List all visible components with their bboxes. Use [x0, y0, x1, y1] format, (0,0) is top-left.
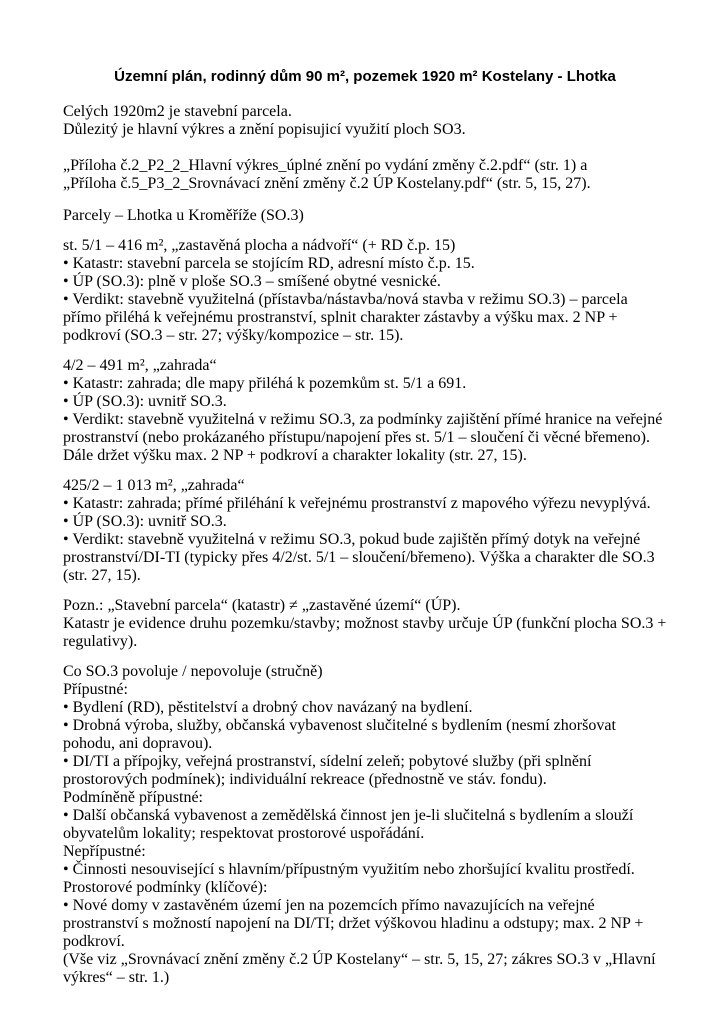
- text-line: Parcely – Lhotka u Kroměříže (SO.3): [63, 207, 304, 224]
- text-line: st. 5/1 – 416 m², „zastavěná plocha a nádvoří“ (+ RD č.p. 15): [63, 237, 456, 254]
- so3-rules: [63, 663, 667, 987]
- parcel-st-5-1: [63, 237, 667, 345]
- text-line: Nepřípustné:: [63, 843, 146, 860]
- text-line: • Verdikt: stavebně využitelná v režimu SO.3, pokud bude zajištěn přímý dotyk na veřejné prostranství/DI-TI (typicky přes 4/2/st. 5/1 – sloučení/břemeno). Výška a charakter dle SO.3 (str. 27, 15).: [63, 531, 655, 584]
- text-line: • Bydlení (RD), pěstitelství a drobný chov navázaný na bydlení.: [63, 699, 473, 716]
- intro-note: [63, 103, 667, 139]
- text-line: • Verdikt: stavebně využitelná (přístavba/nástavba/nová stavba v režimu SO.3) – parcela přímo přiléhá k veřejnému prostranství, splnit charakter zástavby a výšku max. 2 NP + podkroví (SO.3 – str. 27; výšky/kompozice – str. 15).: [63, 291, 628, 344]
- note-katastr-vs-up: [63, 597, 667, 651]
- text-line: • ÚP (SO.3): uvnitř SO.3.: [63, 393, 227, 410]
- parcel-425-2: [63, 477, 667, 585]
- text-line: • Katastr: zahrada; dle mapy přiléhá k pozemkům st. 5/1 a 691.: [63, 375, 467, 392]
- text-line: (Vše viz „Srovnávací znění změny č.2 ÚP Kostelany“ – str. 5, 15, 27; zákres SO.3 v „Hlavní výkres“ – str. 1.): [63, 951, 656, 986]
- text-line: • Nové domy v zastavěném území jen na pozemcích přímo navazujících na veřejné prostranství s možností napojení na DI/TI; držet výškovou hladinu a odstupy; max. 2 NP + podkroví.: [63, 897, 644, 950]
- text-line: • Katastr: zahrada; přímé přiléhání k veřejnému prostranství z mapového výřezu nevyplývá.: [63, 495, 651, 512]
- text-line: Katastr je evidence druhu pozemku/stavby; možnost stavby určuje ÚP (funkční plocha SO.3 + regulativy).: [63, 615, 667, 650]
- text-line: • ÚP (SO.3): uvnitř SO.3.: [63, 513, 227, 530]
- text-line: • ÚP (SO.3): plně v ploše SO.3 – smíšené obytné vesnické.: [63, 273, 441, 290]
- text-line: • Činnosti nesouvisející s hlavním/přípustným využitím nebo zhoršující kvalitu prostředí.: [63, 861, 635, 878]
- text-line: Prostorové podmínky (klíčové):: [63, 879, 268, 896]
- text-line: Celých 1920m2 je stavební parcela.: [63, 103, 292, 120]
- text-line: „Příloha č.2_P2_2_Hlavní výkres_úplné znění po vydání změny č.2.pdf“ (str. 1) a: [63, 157, 588, 174]
- text-line: • Katastr: stavební parcela se stojícím RD, adresní místo č.p. 15.: [63, 255, 475, 272]
- text-line: Podmíněně přípustné:: [63, 789, 203, 806]
- text-line: 425/2 – 1 013 m², „zahrada“: [63, 477, 245, 494]
- text-line: • Další občanská vybavenost a zemědělská činnost jen je-li slučitelná s bydlením a slouží obyvatelům lokality; respektovat prostorové uspořádání.: [63, 807, 634, 842]
- document-body: [63, 103, 667, 987]
- text-line: Přípustné:: [63, 681, 128, 698]
- text-line: Pozn.: „Stavební parcela“ (katastr) ≠ „zastavěné území“ (ÚP).: [63, 597, 461, 614]
- text-line: Co SO.3 povoluje / nepovoluje (stručně): [63, 663, 323, 680]
- text-line: „Příloha č.5_P3_2_Srovnávací znění změny č.2 ÚP Kostelany.pdf“ (str. 5, 15, 27).: [63, 175, 591, 192]
- text-line: 4/2 – 491 m², „zahrada“: [63, 357, 217, 374]
- document-content: [63, 68, 667, 987]
- section-heading-parcels: [63, 207, 667, 225]
- text-line: • Verdikt: stavebně využitelná v režimu SO.3, za podmínky zajištění přímé hranice na veřejné prostranství (nebo prokázaného přístupu/napojení přes st. 5/1 – sloučení či věcné břemeno). Dále držet výšku max. 2 NP + podkroví a charakter lokality (str. 27, 15).: [63, 411, 663, 464]
- text-line: • DI/TI a přípojky, veřejná prostranství, sídelní zeleň; pobytové služby (při splnění prostorových podmínek); individuální rekreace (přednostně ve stáv. fondu).: [63, 753, 592, 788]
- text-line: • Drobná výroba, služby, občanská vybavenost slučitelné s bydlením (nesmí zhoršovat pohodu, ani dopravou).: [63, 717, 616, 752]
- parcel-4-2: [63, 357, 667, 465]
- attachments: [63, 157, 667, 193]
- page-title: Územní plán, rodinný dům 90 m², pozemek 1920 m² Kostelany - Lhotka: [114, 68, 616, 85]
- text-line: Důlezitý je hlavní výkres a znění popisujicí využití ploch SO3.: [63, 121, 466, 138]
